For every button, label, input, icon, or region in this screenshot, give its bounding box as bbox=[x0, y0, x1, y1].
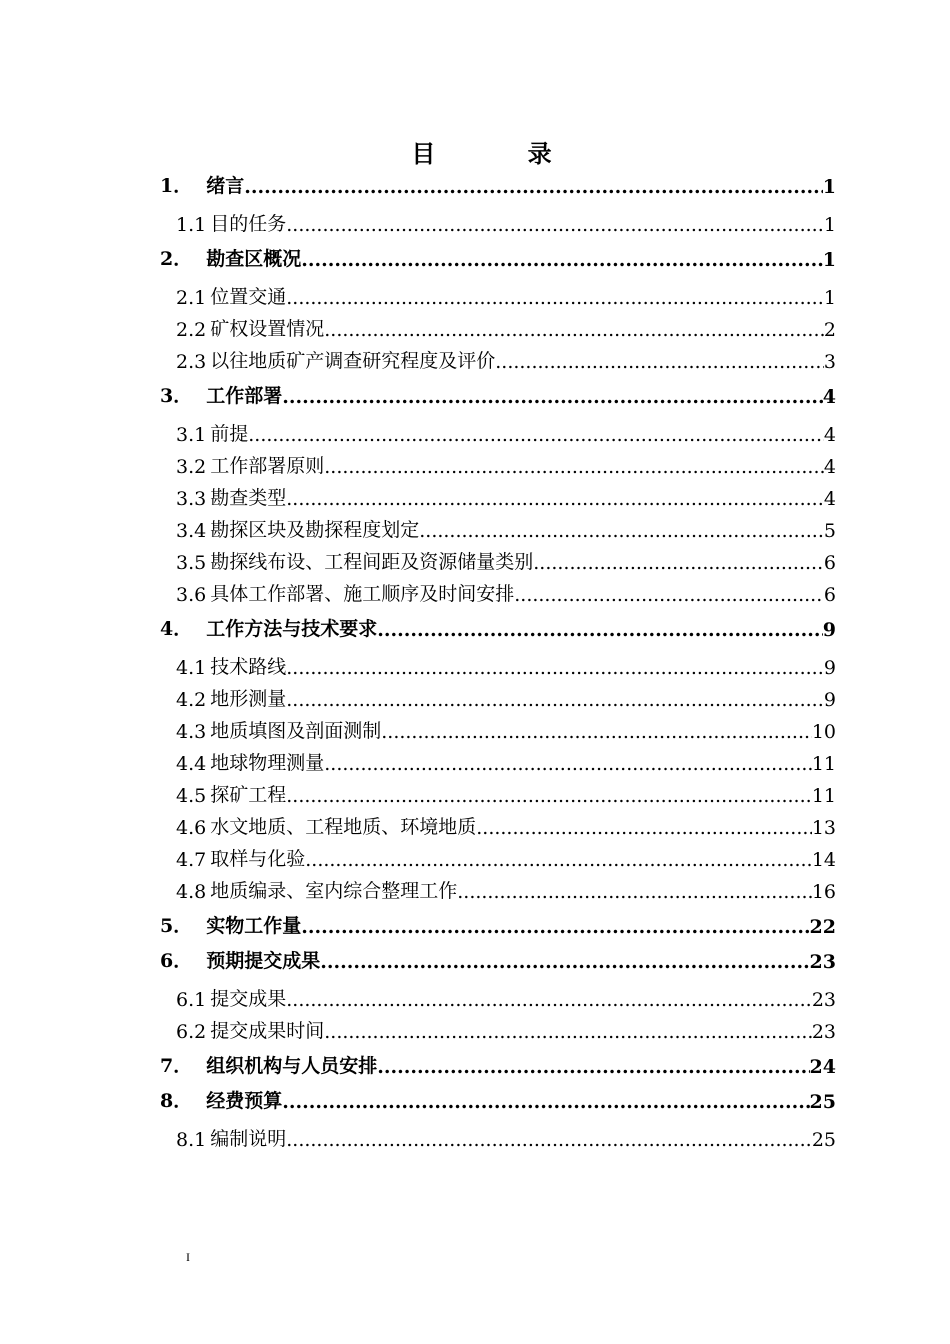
toc-entry-title: 位置交通 bbox=[210, 286, 287, 308]
toc-entry-number: 2.3 bbox=[176, 351, 207, 373]
toc-entry-page: 2 bbox=[823, 319, 836, 341]
toc-entry-title: 以往地质矿产调查研究程度及评价 bbox=[210, 350, 496, 372]
toc-entry-title: 工作部署原则 bbox=[210, 455, 325, 477]
toc-entry-page: 22 bbox=[809, 916, 836, 938]
toc-entry-number: 2.2 bbox=[176, 319, 207, 341]
toc-dot-leader bbox=[282, 386, 823, 408]
toc-section-entry[interactable] bbox=[160, 807, 836, 839]
toc-entry-number: 1.1 bbox=[176, 214, 207, 236]
toc-dot-leader bbox=[324, 1021, 812, 1043]
toc-entry-number: 4.1 bbox=[176, 657, 207, 679]
toc-entry-number: 4.7 bbox=[176, 849, 207, 871]
toc-entry-title: 经费预算 bbox=[206, 1090, 283, 1112]
toc-entry-page: 4 bbox=[823, 424, 836, 446]
toc-entry-title: 提交成果时间 bbox=[210, 1020, 325, 1042]
toc-entry-title: 组织机构与人员安排 bbox=[206, 1055, 378, 1077]
toc-entry-page: 9 bbox=[823, 689, 836, 711]
toc-dot-leader bbox=[286, 214, 824, 236]
toc-entry-page: 25 bbox=[811, 1129, 836, 1151]
toc-section-entry[interactable] bbox=[160, 871, 836, 903]
table-of-contents bbox=[160, 170, 836, 1151]
toc-entry-number: 6.1 bbox=[176, 989, 207, 1011]
toc-entry-number: 6.2 bbox=[176, 1021, 207, 1043]
toc-section-entry[interactable] bbox=[160, 574, 836, 606]
toc-section-entry[interactable] bbox=[160, 743, 836, 775]
toc-dot-leader bbox=[286, 287, 824, 309]
toc-dot-leader bbox=[282, 1091, 809, 1113]
toc-entry-page: 16 bbox=[811, 881, 836, 903]
toc-entry-number: 3.4 bbox=[176, 520, 207, 542]
toc-entry-page: 23 bbox=[809, 951, 836, 973]
toc-entry-page: 1 bbox=[823, 214, 836, 236]
toc-dot-leader bbox=[286, 989, 812, 1011]
toc-entry-number: 3.3 bbox=[176, 488, 207, 510]
toc-dot-leader bbox=[457, 881, 812, 903]
toc-dot-leader bbox=[286, 785, 812, 807]
toc-chapter-entry[interactable] bbox=[160, 382, 836, 408]
toc-section-entry[interactable] bbox=[160, 711, 836, 743]
footer-page-number: I bbox=[186, 1250, 190, 1264]
toc-entry-page: 4 bbox=[823, 488, 836, 510]
toc-entry-title: 提交成果 bbox=[210, 988, 287, 1010]
toc-entry-title: 勘查区概况 bbox=[206, 248, 302, 270]
toc-section-entry[interactable] bbox=[160, 341, 836, 373]
toc-entry-page: 1 bbox=[823, 287, 836, 309]
toc-dot-leader bbox=[301, 916, 809, 938]
toc-chapter-entry[interactable] bbox=[160, 912, 836, 938]
toc-entry-title: 地球物理测量 bbox=[210, 752, 325, 774]
toc-entry-number: 3.6 bbox=[176, 584, 207, 606]
toc-section-entry[interactable] bbox=[160, 309, 836, 341]
toc-entry-number: 2． bbox=[160, 248, 193, 270]
toc-entry-number: 4.4 bbox=[176, 753, 207, 775]
toc-entry-title: 具体工作部署、施工顺序及时间安排 bbox=[210, 583, 515, 605]
toc-dot-leader bbox=[324, 456, 824, 478]
toc-dot-leader bbox=[286, 1129, 812, 1151]
toc-entry-page: 23 bbox=[811, 989, 836, 1011]
toc-entry-page: 13 bbox=[811, 817, 836, 839]
toc-entry-page: 9 bbox=[822, 619, 836, 641]
toc-entry-title: 水文地质、工程地质、环境地质 bbox=[210, 816, 477, 838]
toc-section-entry[interactable] bbox=[160, 277, 836, 309]
toc-section-entry[interactable] bbox=[160, 679, 836, 711]
toc-dot-leader bbox=[514, 584, 824, 606]
toc-dot-leader bbox=[419, 520, 824, 542]
toc-dot-leader bbox=[476, 817, 812, 839]
toc-entry-page: 11 bbox=[811, 753, 836, 775]
toc-dot-leader bbox=[533, 552, 824, 574]
toc-dot-leader bbox=[320, 951, 809, 973]
toc-entry-title: 勘探线布设、工程间距及资源储量类别 bbox=[210, 551, 534, 573]
toc-dot-leader bbox=[377, 1056, 809, 1078]
toc-entry-number: 8． bbox=[160, 1090, 193, 1112]
toc-entry-title: 地质填图及剖面测制 bbox=[210, 720, 382, 742]
toc-entry-page: 5 bbox=[823, 520, 836, 542]
toc-chapter-entry[interactable] bbox=[160, 947, 836, 973]
toc-entry-page: 23 bbox=[811, 1021, 836, 1043]
toc-section-entry[interactable] bbox=[160, 414, 836, 446]
toc-dot-leader bbox=[495, 351, 824, 373]
toc-entry-number: 5． bbox=[160, 915, 193, 937]
toc-dot-leader bbox=[286, 657, 824, 679]
toc-entry-title: 预期提交成果 bbox=[206, 950, 321, 972]
toc-entry-page: 10 bbox=[811, 721, 836, 743]
toc-entry-page: 1 bbox=[822, 176, 836, 198]
toc-entry-title: 技术路线 bbox=[210, 656, 287, 678]
toc-entry-title: 工作部署 bbox=[206, 385, 283, 407]
toc-entry-title: 探矿工程 bbox=[210, 784, 287, 806]
toc-entry-page: 25 bbox=[809, 1091, 836, 1113]
toc-dot-leader bbox=[244, 176, 823, 198]
toc-section-entry[interactable] bbox=[160, 1011, 836, 1043]
toc-entry-number: 4.6 bbox=[176, 817, 207, 839]
toc-section-entry[interactable] bbox=[160, 204, 836, 236]
toc-entry-title: 前提 bbox=[210, 423, 249, 445]
toc-dot-leader bbox=[248, 424, 824, 446]
toc-chapter-entry[interactable] bbox=[160, 615, 836, 641]
toc-entry-number: 4.2 bbox=[176, 689, 207, 711]
toc-entry-number: 3.5 bbox=[176, 552, 207, 574]
toc-section-entry[interactable] bbox=[160, 446, 836, 478]
toc-entry-number: 2.1 bbox=[176, 287, 207, 309]
page-title: 目 录 bbox=[411, 139, 594, 168]
toc-dot-leader bbox=[301, 249, 823, 271]
toc-entry-number: 4． bbox=[160, 618, 193, 640]
toc-dot-leader bbox=[324, 753, 812, 775]
toc-entry-page: 24 bbox=[809, 1056, 836, 1078]
toc-section-entry[interactable] bbox=[160, 510, 836, 542]
toc-entry-page: 4 bbox=[823, 456, 836, 478]
toc-chapter-entry[interactable] bbox=[160, 1052, 836, 1078]
toc-entry-number: 1． bbox=[160, 175, 193, 197]
toc-entry-number: 4.8 bbox=[176, 881, 207, 903]
toc-entry-page: 3 bbox=[823, 351, 836, 373]
toc-dot-leader bbox=[286, 488, 824, 510]
toc-dot-leader bbox=[381, 721, 812, 743]
toc-entry-title: 勘查类型 bbox=[210, 487, 287, 509]
toc-entry-number: 3． bbox=[160, 385, 193, 407]
toc-entry-number: 3.1 bbox=[176, 424, 207, 446]
toc-dot-leader bbox=[286, 689, 824, 711]
toc-entry-title: 编制说明 bbox=[210, 1128, 287, 1150]
toc-entry-number: 8.1 bbox=[176, 1129, 207, 1151]
toc-entry-title: 勘探区块及勘探程度划定 bbox=[210, 519, 420, 541]
toc-entry-title: 工作方法与技术要求 bbox=[206, 618, 378, 640]
toc-entry-number: 3.2 bbox=[176, 456, 207, 478]
toc-chapter-entry[interactable] bbox=[160, 1087, 836, 1113]
toc-entry-title: 地形测量 bbox=[210, 688, 287, 710]
toc-entry-number: 4.5 bbox=[176, 785, 207, 807]
toc-entry-page: 1 bbox=[822, 249, 836, 271]
toc-section-entry[interactable] bbox=[160, 647, 836, 679]
toc-entry-page: 4 bbox=[822, 386, 836, 408]
toc-section-entry[interactable] bbox=[160, 979, 836, 1011]
toc-entry-number: 4.3 bbox=[176, 721, 207, 743]
toc-section-entry[interactable] bbox=[160, 1119, 836, 1151]
toc-entry-title: 取样与化验 bbox=[210, 848, 306, 870]
toc-entry-page: 14 bbox=[811, 849, 836, 871]
toc-chapter-entry[interactable] bbox=[160, 172, 836, 198]
toc-section-entry[interactable] bbox=[160, 775, 836, 807]
toc-section-entry[interactable] bbox=[160, 542, 836, 574]
toc-entry-title: 地质编录、室内综合整理工作 bbox=[210, 880, 458, 902]
toc-section-entry[interactable] bbox=[160, 839, 836, 871]
toc-entry-number: 7． bbox=[160, 1055, 193, 1077]
toc-dot-leader bbox=[305, 849, 812, 871]
toc-entry-title: 目的任务 bbox=[210, 213, 287, 235]
toc-entry-title: 绪言 bbox=[206, 175, 245, 197]
toc-entry-page: 6 bbox=[823, 584, 836, 606]
toc-entry-number: 6． bbox=[160, 950, 193, 972]
toc-entry-title: 实物工作量 bbox=[206, 915, 302, 937]
toc-entry-page: 6 bbox=[823, 552, 836, 574]
toc-entry-page: 11 bbox=[811, 785, 836, 807]
toc-entry-page: 9 bbox=[823, 657, 836, 679]
toc-dot-leader bbox=[377, 619, 823, 641]
toc-section-entry[interactable] bbox=[160, 478, 836, 510]
toc-chapter-entry[interactable] bbox=[160, 245, 836, 271]
toc-entry-title: 矿权设置情况 bbox=[210, 318, 325, 340]
toc-dot-leader bbox=[324, 319, 824, 341]
